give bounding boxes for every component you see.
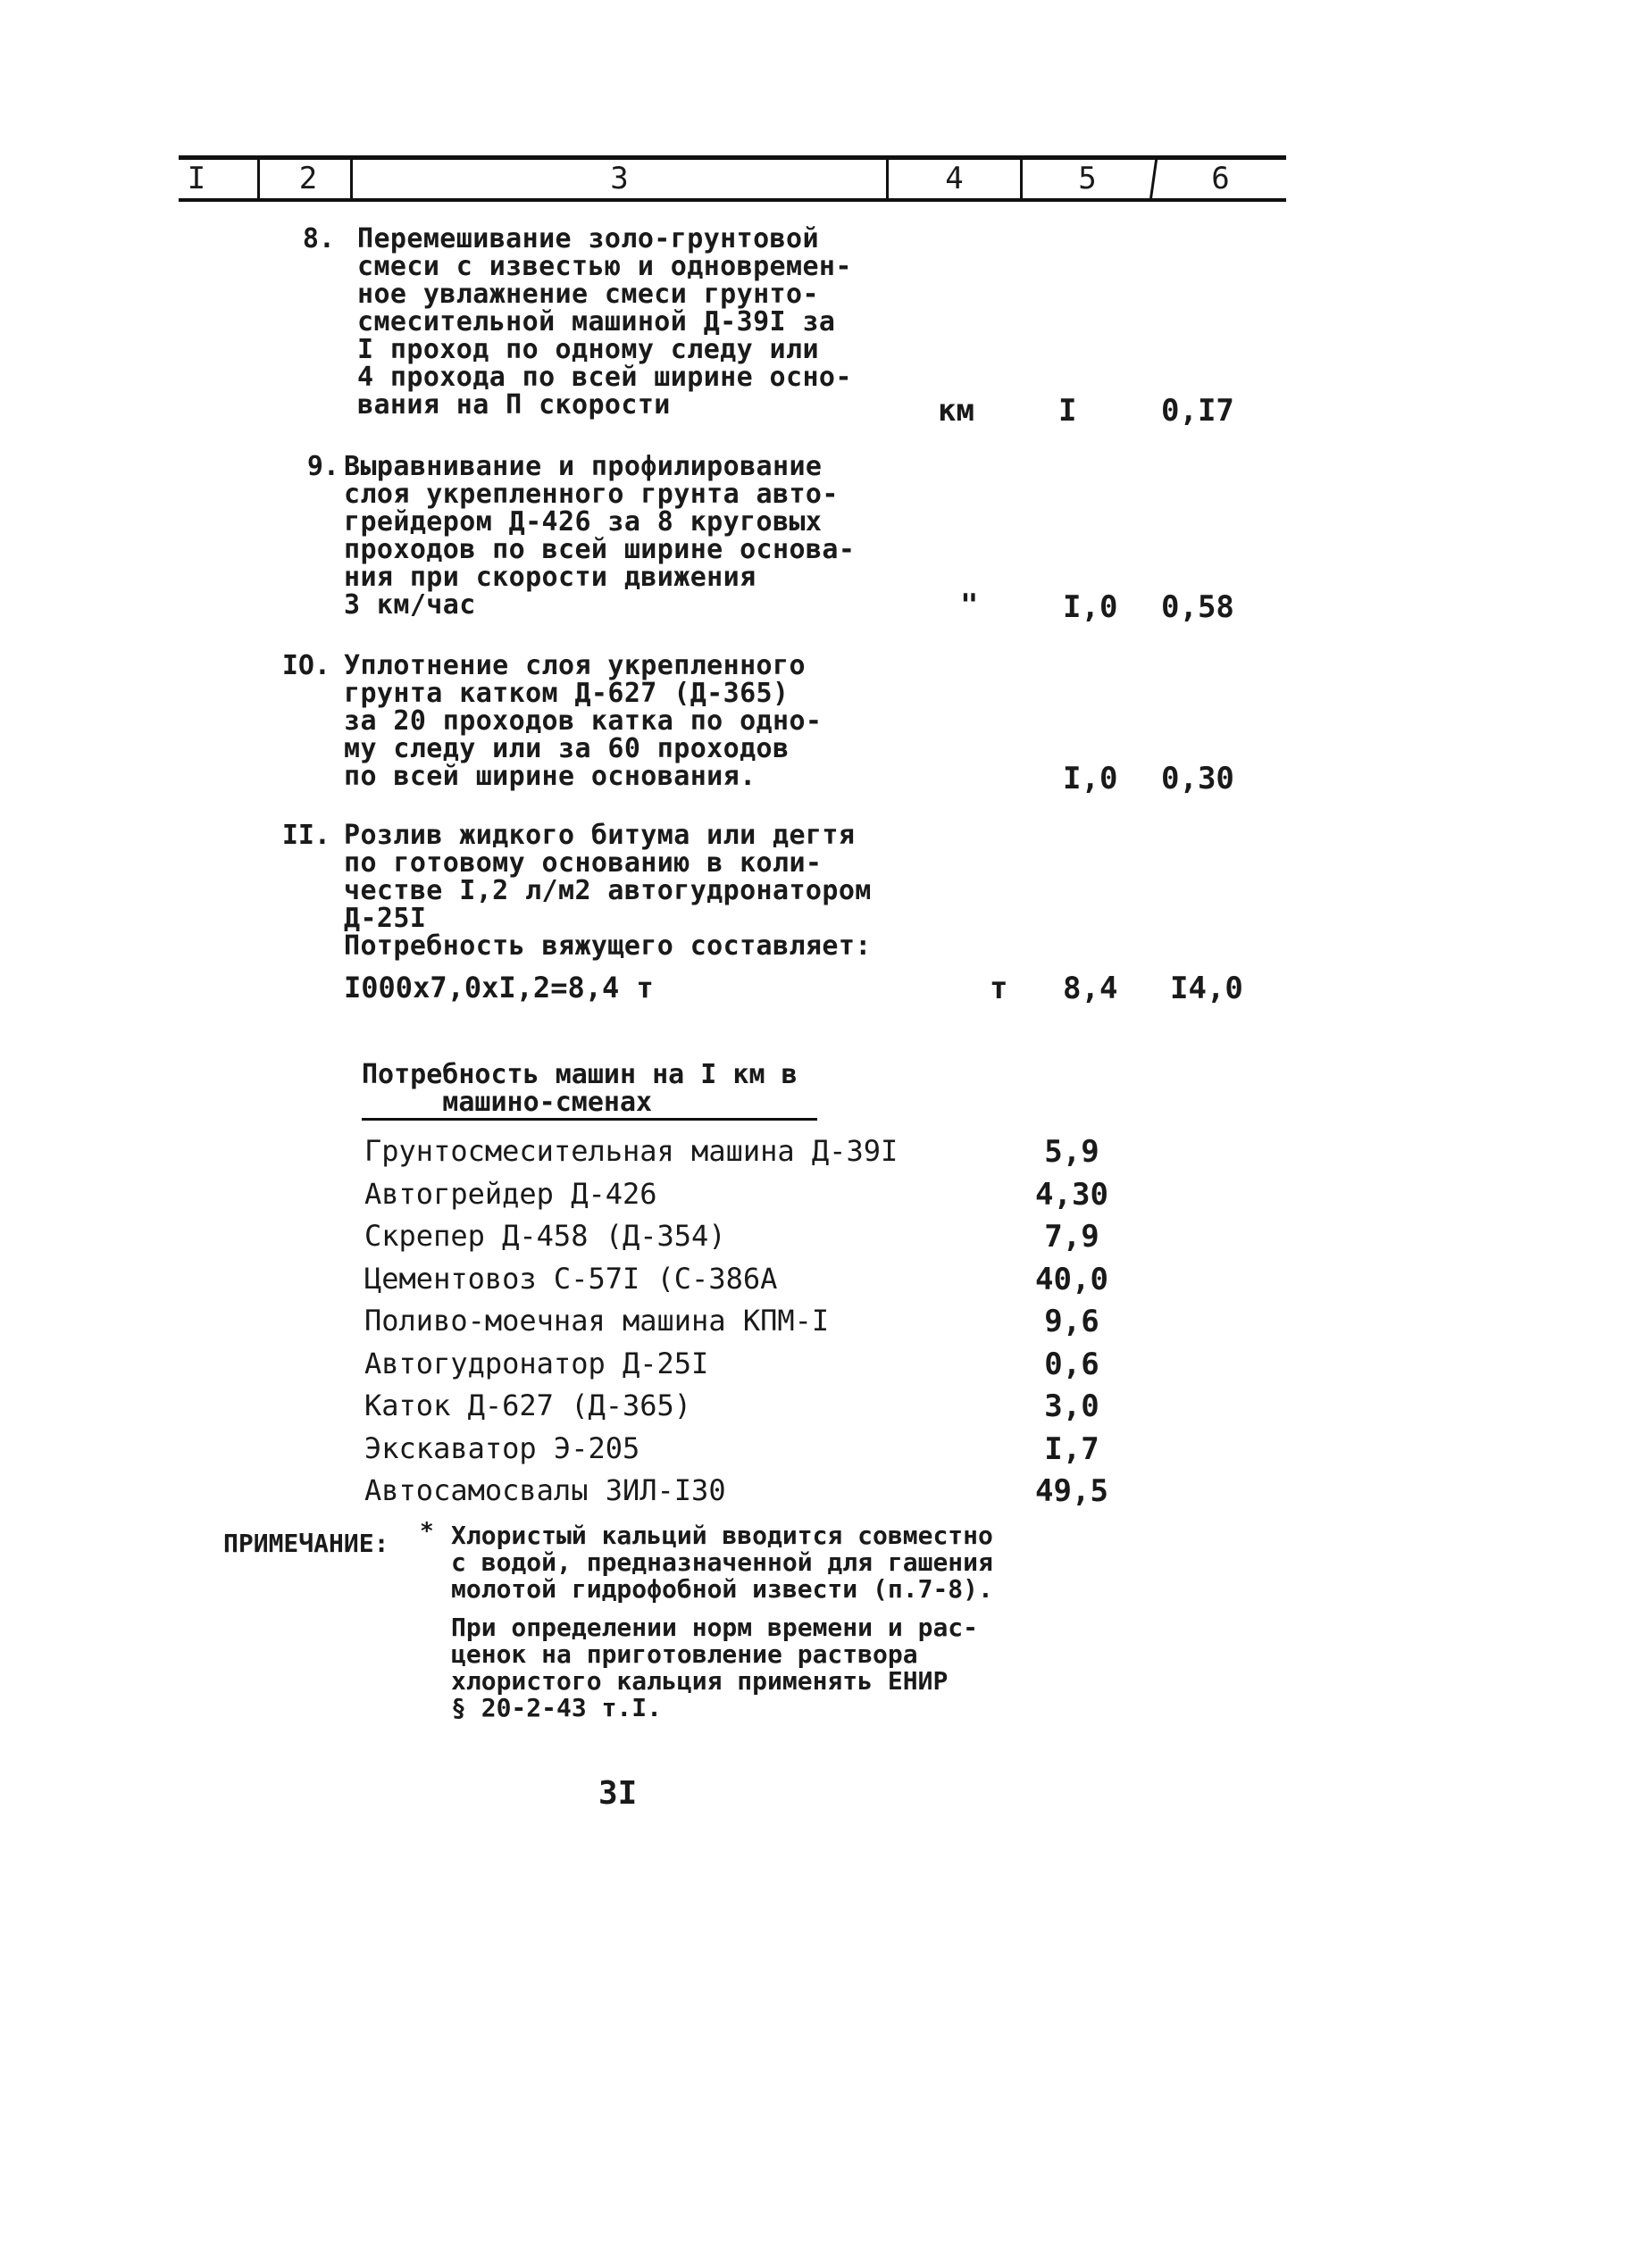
machine-row bbox=[0, 1431, 1630, 1469]
machine-shifts-value: I,7 bbox=[1044, 1431, 1099, 1467]
item-col6-value: 0,30 bbox=[1161, 761, 1234, 796]
item-description: Перемешивание золо-грунтовой смеси с известью и одновремен- ное увлажнение смеси грунто- смесительной машиной Д-39I за I проход по одному следу или 4 прохода по всей ширине осно- вания на П скорости bbox=[357, 223, 852, 421]
machine-name: Цементовоз С-57I (С-386А bbox=[364, 1262, 778, 1296]
item-number: 8. bbox=[302, 223, 335, 254]
machine-shifts-value: 7,9 bbox=[1044, 1219, 1099, 1255]
page-number: 3I bbox=[598, 1775, 638, 1812]
item-number: II. bbox=[281, 820, 330, 851]
machine-name: Автосамосвалы ЗИЛ-I30 bbox=[364, 1473, 726, 1507]
column-header-2: 2 bbox=[298, 161, 318, 196]
machine-row bbox=[0, 1219, 1630, 1256]
item-col5-value: I,0 bbox=[1063, 589, 1118, 625]
item-col5-value: I bbox=[1058, 393, 1077, 429]
note-label: ПРИМЕЧАНИЕ: bbox=[223, 1529, 389, 1558]
column-header-4: 4 bbox=[945, 161, 964, 196]
item-number: IO. bbox=[281, 650, 330, 681]
column-header-3: 3 bbox=[610, 161, 629, 196]
machines-title-underline bbox=[362, 1118, 817, 1121]
machine-shifts-value: 49,5 bbox=[1035, 1473, 1108, 1509]
column-header-5: 5 bbox=[1078, 161, 1097, 196]
item-unit: км bbox=[938, 393, 974, 429]
note-asterisk: * bbox=[420, 1518, 434, 1545]
item-col5-value: I,0 bbox=[1063, 761, 1118, 796]
column-separator bbox=[257, 157, 260, 202]
item-col6-value: 0,58 bbox=[1161, 589, 1234, 625]
item-unit: т bbox=[990, 971, 1008, 1006]
item-unit: " bbox=[960, 588, 979, 623]
machines-section-title: Потребность машин на I км в машино-сменах bbox=[362, 1059, 798, 1118]
machine-row bbox=[0, 1177, 1630, 1214]
machine-row bbox=[0, 1262, 1630, 1299]
machine-shifts-value: 3,0 bbox=[1044, 1388, 1099, 1424]
machine-shifts-value: 9,6 bbox=[1044, 1304, 1099, 1339]
note-paragraph-2: При определении норм времени и рас- ценок на приготовление раствора хлористого кальция применять ЕНИР § 20-2-43 т.I. bbox=[451, 1613, 979, 1722]
note-paragraph-1: Хлористый кальций вводится совместно с водой, предназначенной для гашения молотой гидрофобной извести (п.7-8). bbox=[451, 1521, 993, 1604]
machine-row bbox=[0, 1473, 1630, 1511]
machine-name: Поливо-моечная машина КПМ-I bbox=[364, 1304, 830, 1338]
machine-shifts-value: 5,9 bbox=[1044, 1134, 1099, 1170]
machine-name: Скрепер Д-458 (Д-354) bbox=[364, 1219, 726, 1253]
item-description: Уплотнение слоя укрепленного грунта катком Д-627 (Д-365) за 20 проходов катка по одно- му следу или за 60 проходов по всей ширине основания. bbox=[344, 650, 823, 792]
machine-shifts-value: 4,30 bbox=[1035, 1177, 1108, 1213]
machine-name: Автогрейдер Д-426 bbox=[364, 1177, 657, 1211]
item-number: 9. bbox=[306, 451, 339, 482]
machine-row bbox=[0, 1347, 1630, 1384]
item-col6-value: 0,I7 bbox=[1161, 393, 1234, 429]
item-col5-value: 8,4 bbox=[1063, 971, 1118, 1006]
item-formula: I000x7,0xI,2=8,4 т bbox=[344, 971, 654, 1005]
column-header-6: 6 bbox=[1211, 161, 1230, 196]
machine-name: Экскаватор Э-205 bbox=[364, 1431, 640, 1465]
machine-row bbox=[0, 1134, 1630, 1172]
machine-name: Каток Д-627 (Д-365) bbox=[364, 1388, 692, 1422]
machine-name: Грунтосмесительная машина Д-39I bbox=[364, 1134, 899, 1168]
machine-name: Автогудронатор Д-25I bbox=[364, 1347, 709, 1380]
table-header-bottom-rule bbox=[179, 198, 1286, 202]
item-description: Выравнивание и профилирование слоя укрепленного грунта авто- грейдером Д-426 за 8 круговых проходов по всей ширине основа- ния при скорости движения 3 км/час bbox=[344, 451, 856, 621]
machine-shifts-value: 40,0 bbox=[1035, 1262, 1108, 1297]
table-top-rule bbox=[179, 155, 1286, 160]
machine-shifts-value: 0,6 bbox=[1044, 1347, 1099, 1382]
machine-row bbox=[0, 1304, 1630, 1341]
machine-row bbox=[0, 1388, 1630, 1426]
item-col6-value: I4,0 bbox=[1170, 971, 1243, 1006]
item-description: Розлив жидкого битума или дегтя по готовому основанию в коли- честве I,2 л/м2 автогудронатором Д-25I Потребность вяжущего составляет: bbox=[344, 820, 872, 962]
column-header-1: I bbox=[187, 161, 206, 196]
